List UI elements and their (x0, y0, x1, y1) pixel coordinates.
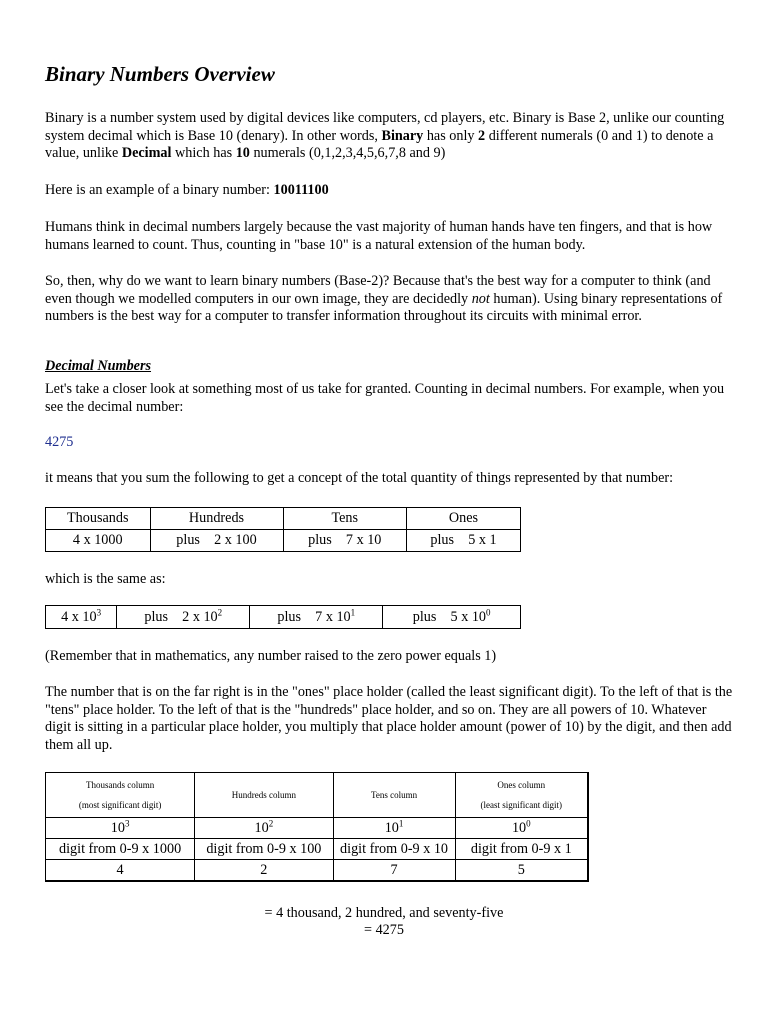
exponent: 3 (124, 817, 130, 828)
cell-text: plus 7 x 10 (277, 608, 351, 625)
sum-paragraph: it means that you sum the following to get a concept of the total quantity of things represented by that number: (45, 470, 674, 486)
same-as-text: which is the same as: (45, 571, 166, 587)
table-cell: plus 7 x 10 (283, 530, 407, 552)
intro-text: has only (423, 127, 479, 144)
result-line-number: = 4275 (364, 922, 404, 938)
place-value-table (45, 507, 521, 552)
column-table (45, 772, 589, 882)
intro-bold-binary: Binary (381, 127, 424, 144)
table-cell: 4 (46, 860, 195, 882)
why-paragraph (45, 273, 735, 326)
exponent: 2 (217, 606, 223, 617)
table-cell: 4 x 1000 (46, 530, 151, 552)
table-cell (195, 818, 333, 839)
table-cell: 7 (333, 860, 455, 882)
table-cell: digit from 0-9 x 100 (195, 839, 333, 860)
cell-text: plus 2 x 10 (144, 608, 218, 625)
why-text: So, then, why do we want to learn binary numbers (Base-2)? Because that's the best way for a computer to think (and even though we modelled computers in our own image, they are decidedly (45, 273, 711, 307)
intro-bold-decimal: Decimal (121, 145, 172, 161)
table-cell (383, 606, 521, 629)
exponent: 2 (268, 817, 274, 828)
table-cell: digit from 0-9 x 10 (333, 839, 455, 860)
decimal-number-example: 4275 (45, 434, 74, 450)
exponent: 3 (96, 606, 102, 617)
exponent: 0 (486, 606, 491, 617)
table-row (46, 530, 521, 552)
header-line: (most significant digit) (78, 800, 162, 810)
closer-look-paragraph: Let's take a closer look at something most of us take for granted. Counting in decimal numbers. For example, when you see the decimal number: (45, 381, 725, 415)
table-cell: plus 5 x 1 (407, 530, 521, 552)
table-cell (117, 606, 250, 629)
header-line: Thousands column (85, 780, 155, 790)
table-cell (46, 818, 195, 839)
remember-paragraph: (Remember that in mathematics, any number raised to the zero power equals 1) (45, 648, 497, 664)
cell-text: 4 x 10 (61, 608, 97, 625)
powers-table (45, 605, 521, 629)
table-header-cell (333, 773, 455, 818)
page-title: Binary Numbers Overview (45, 62, 275, 86)
example-paragraph (45, 182, 735, 200)
intro-text: Binary is a number system used by digital devices like computers, cd players, etc. Binary is Base 2, unlike our counting system decimal which is Base 10 (denary). In other words, (45, 110, 725, 144)
decimal-numbers-heading: Decimal Numbers (45, 358, 152, 374)
why-emphasis: not (471, 290, 490, 307)
header-line: (least significant digit) (480, 800, 563, 810)
table-cell: Hundreds (150, 508, 283, 530)
header-line: Ones column (497, 780, 546, 790)
table-row (46, 860, 589, 882)
table-row (46, 839, 589, 860)
example-text: Here is an example of a binary number: (45, 182, 274, 198)
humans-paragraph: Humans think in decimal numbers largely because the vast majority of human hands have ten fingers, and that is how humans learned to count. Thus, counting in "base 10" is a natural extension of the human body. (45, 219, 713, 253)
table-cell: digit from 0-9 x 1 (455, 839, 588, 860)
cell-text: plus 5 x 10 (412, 608, 487, 625)
table-cell (333, 818, 455, 839)
table-header-cell (195, 773, 333, 818)
result-line-words: = 4 thousand, 2 hundred, and seventy-five (264, 905, 504, 921)
table-header-cell (46, 773, 195, 818)
header-line: Tens column (370, 790, 418, 800)
table-cell: 2 (195, 860, 333, 882)
cell-text: 10 (384, 819, 399, 836)
table-cell: Ones (407, 508, 521, 530)
table-row (46, 773, 589, 818)
intro-text: different numerals (0 and 1) to denote a value, unlike (45, 127, 714, 161)
example-binary-number: 10011100 (273, 182, 329, 198)
table-cell: Thousands (46, 508, 151, 530)
table-cell: Tens (283, 508, 407, 530)
table-cell: plus 2 x 100 (150, 530, 283, 552)
table-row (46, 818, 589, 839)
intro-text: which has (171, 145, 236, 161)
table-header-cell (455, 773, 588, 818)
table-row (46, 606, 521, 629)
table-cell (46, 606, 117, 629)
table-cell: digit from 0-9 x 1000 (46, 839, 195, 860)
cell-text: 10 (254, 819, 269, 836)
exponent: 1 (350, 606, 356, 617)
cell-text: 10 (511, 819, 527, 836)
cell-text: 10 (110, 819, 125, 836)
exponent: 1 (398, 817, 404, 828)
intro-bold-two: 2 (478, 127, 486, 144)
header-line: Hundreds column (231, 790, 296, 800)
intro-text: numerals (0,1,2,3,4,5,6,7,8 and 9) (249, 145, 446, 161)
intro-paragraph (45, 110, 735, 163)
place-holder-paragraph: The number that is on the far right is in the "ones" place holder (called the least significant digit). To the left of that is the "tens" place holder. To the left of that is the "hundreds" place holder, and so on. They are all powers of 10. Whatever digit is sitting in a particular place holder, you multiply that place holder amount (power of 10) by the digit, and then add them all up. (45, 684, 733, 753)
intro-bold-ten: 10 (235, 145, 250, 161)
table-cell: 5 (455, 860, 588, 882)
why-text: human). Using binary representations of numbers is the best way for a computer to transfer information throughout its circuits with minimal error. (45, 290, 723, 324)
table-cell (455, 818, 588, 839)
table-cell (250, 606, 383, 629)
table-row (46, 508, 521, 530)
exponent: 0 (526, 817, 531, 828)
